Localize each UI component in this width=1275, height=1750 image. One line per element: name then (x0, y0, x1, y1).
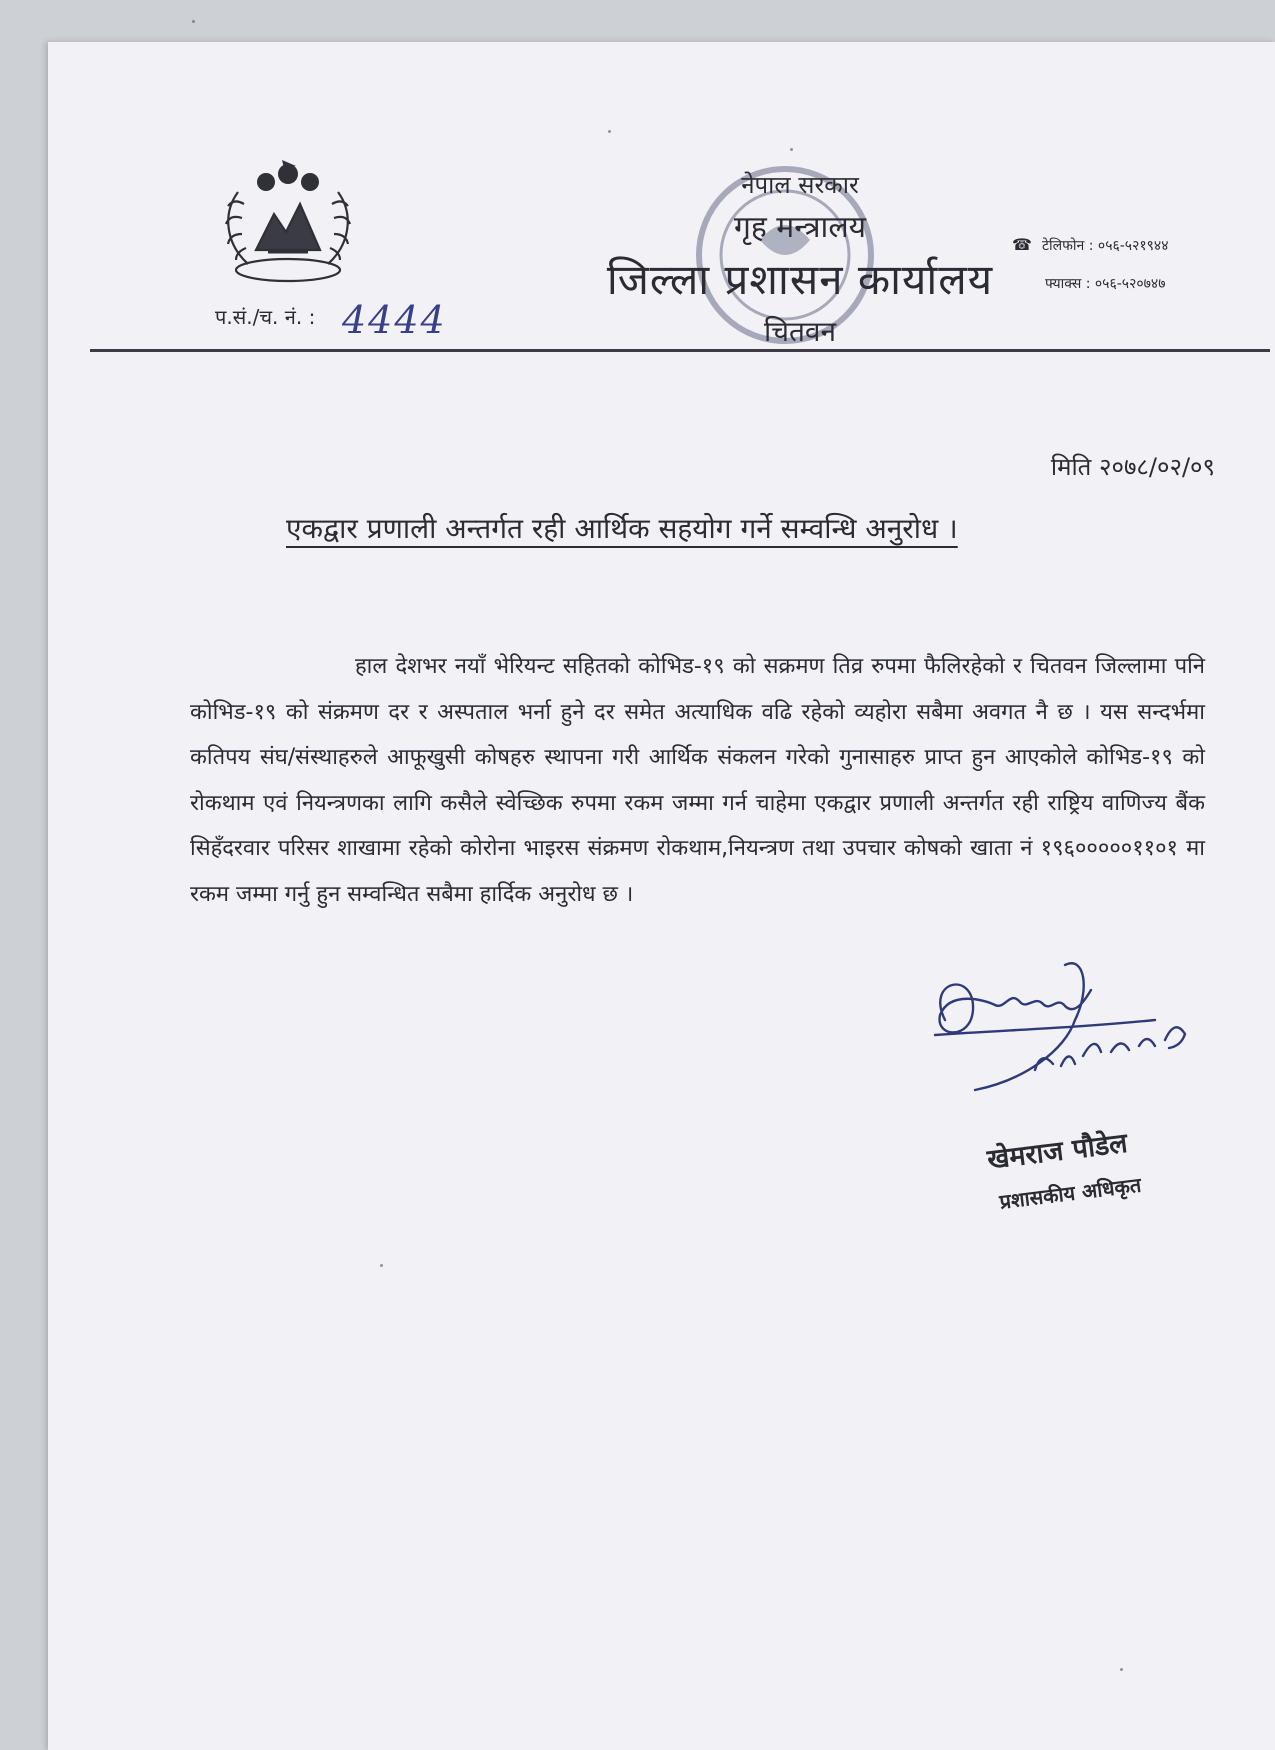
reference-label: प.सं./च. नं. : (215, 305, 316, 329)
letter-body: हाल देशभर नयाँ भेरियन्ट सहितको कोभिड-१९ को सक्रमण तिव्र रुपमा फैलिरहेको र चितवन जिल्लामा पनि कोभिड-१९ को संक्रमण दर र अस्पताल भर्ना हुने दर समेत अत्याधिक वढि रहेको व्यहोरा सबैमा अवगत नै छ । यस सन्दर्भमा कतिपय संघ/संस्थाहरुले आफूखुसी कोषहरु स्थापना गरी आर्थिक संकलन गरेको गुनासाहरु प्राप्त हुन आएकोले कोभिड-१९ को रोकथाम एवं नियन्त्रणका लागि कसैले स्वेच्छिक रुपमा रकम जम्मा गर्न चाहेमा एकद्वार प्रणाली अन्तर्गत रही राष्ट्रिय वाणिज्य बैंक सिहँदरवार परिसर शाखामा रहेको कोरोना भाइरस संक्रमण रोकथाम,नियन्त्रण तथा उपचार कोषको खाता नं १९६०००००११०१ मा रकम जम्मा गर्नु हुन सम्वन्धित सबैमा हार्दिक अनुरोध छ । (190, 654, 1205, 907)
fax-number: फ्याक्स : ०५६-५२०७४७ (1045, 276, 1166, 292)
government-name: नेपाल सरकार (741, 171, 859, 199)
paper-speck (380, 1264, 383, 1267)
signatory-designation: प्रशासकीय अधिकृत (998, 1172, 1143, 1214)
letter-date: मिति २०७८/०२/०९ (1050, 453, 1215, 481)
phone-icon: ☎ (1012, 235, 1032, 254)
reference-number: 4444 (342, 298, 447, 342)
header-divider (90, 349, 1270, 352)
telephone-number: टेलिफोन : ०५६-५२१९४४ (1041, 238, 1169, 254)
signatory-name: खेमराज पौडेल (985, 1127, 1130, 1176)
paper-speck (1120, 1668, 1123, 1671)
ministry-name: गृह मन्त्रालय (733, 210, 867, 245)
nepal-emblem-icon (208, 152, 368, 292)
paper-speck (790, 148, 793, 151)
telephone-line (1012, 235, 1169, 255)
handwritten-signature (915, 960, 1215, 1110)
district-name: चितवन (763, 315, 837, 348)
letter-subject: एकद्वार प्रणाली अन्तर्गत रही आर्थिक सहयोग गर्ने सम्वन्धि अनुरोध । (286, 512, 958, 545)
office-name: जिल्ला प्रशासन कार्यालय (606, 255, 994, 304)
paper-speck (192, 20, 195, 23)
paper-speck (608, 130, 611, 133)
